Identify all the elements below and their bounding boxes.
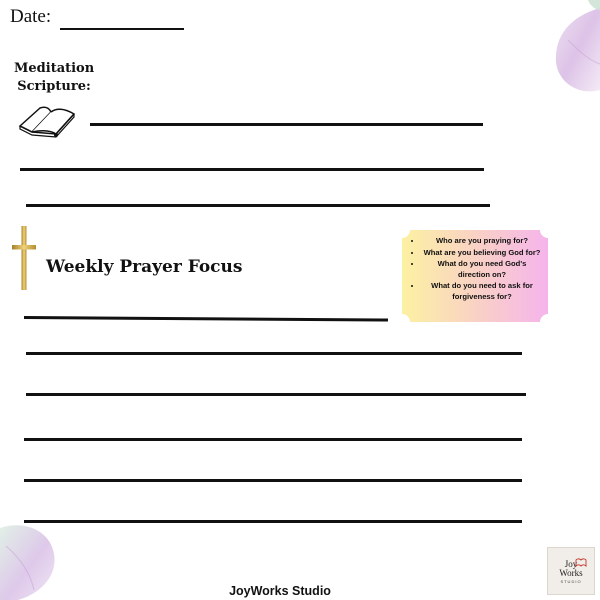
prayer-write-line-1[interactable]: [24, 316, 388, 321]
footer-brand: JoyWorks Studio: [229, 584, 331, 598]
prayer-prompt: • What are you believing God for?: [422, 248, 542, 258]
logo-book-icon: [575, 557, 587, 567]
prayer-write-line-4[interactable]: [24, 438, 522, 441]
prayer-prompts-list: [412, 236, 542, 303]
meditation-title-line1: Meditation: [14, 61, 95, 76]
date-label: Date:: [10, 6, 52, 27]
prayer-prompt: • What do you need God's direction on?: [422, 259, 542, 279]
meditation-title-line2: Scripture:: [17, 79, 91, 94]
date-write-line[interactable]: [60, 28, 184, 30]
gold-cross-icon: [12, 226, 36, 290]
logo-text-joy: Joy: [564, 559, 578, 569]
meditation-title: [14, 60, 94, 96]
logo-text-works: Works: [559, 568, 583, 578]
prayer-prompt: • What do you need to ask for forgiveness for?: [422, 281, 542, 301]
weekly-prayer-focus-title: Weekly Prayer Focus: [46, 257, 243, 277]
scripture-write-line-2[interactable]: [20, 168, 484, 171]
prayer-prompt: • Who are you praying for?: [422, 236, 542, 246]
open-book-icon: [16, 102, 78, 138]
logo-text-studio: STUDIO: [560, 579, 582, 584]
prayer-write-line-3[interactable]: [26, 393, 526, 396]
prayer-write-line-2[interactable]: [26, 352, 522, 355]
scripture-write-line-3[interactable]: [26, 204, 490, 207]
petal-top-right: [548, 0, 600, 100]
prayer-write-line-6[interactable]: [24, 520, 522, 523]
scripture-write-line-1[interactable]: [90, 123, 483, 126]
prayer-write-line-5[interactable]: [24, 479, 522, 482]
